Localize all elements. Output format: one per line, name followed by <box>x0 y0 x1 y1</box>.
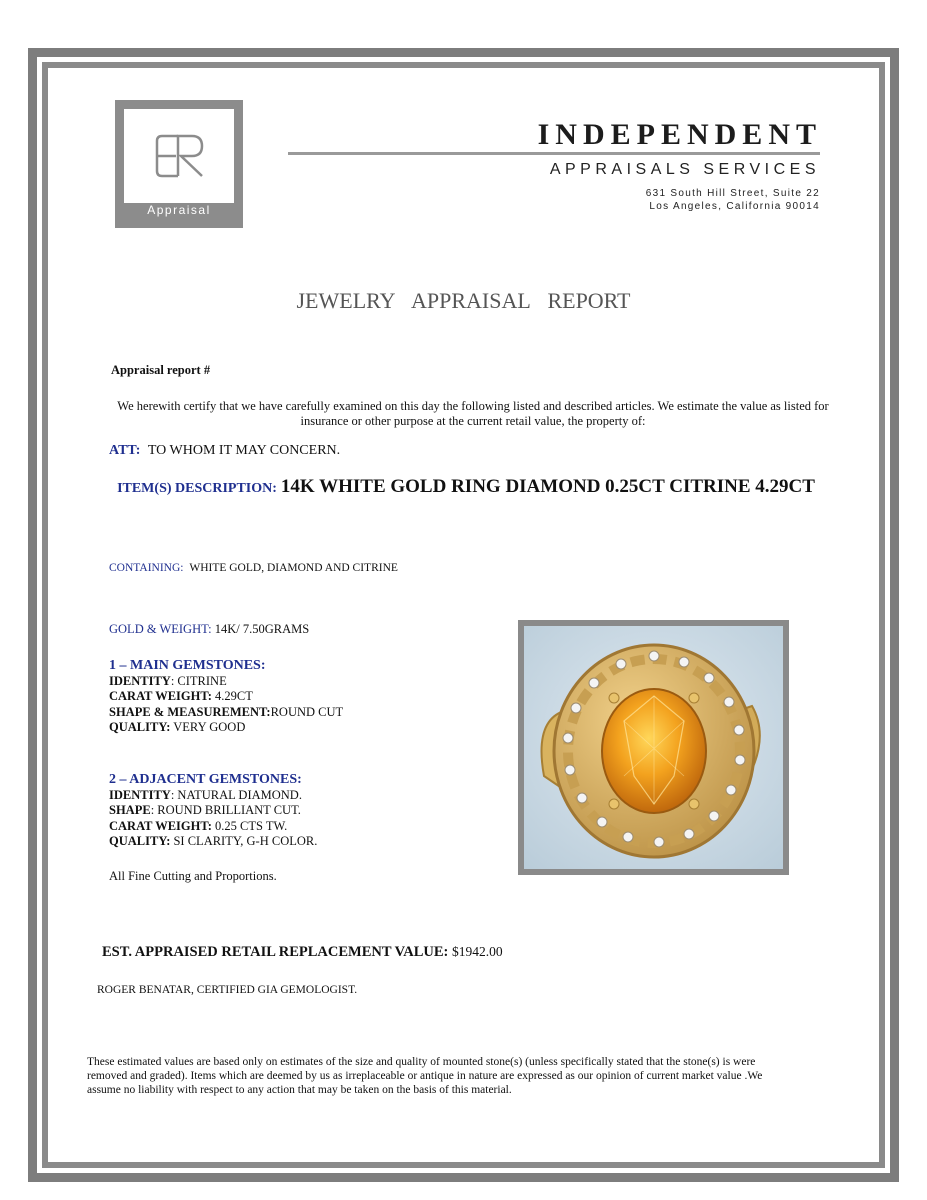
main-identity-value: : CITRINE <box>170 673 227 688</box>
gold-weight-line <box>109 622 309 637</box>
main-quality-row <box>109 720 343 736</box>
att-line <box>109 443 340 459</box>
report-title: JEWELRY APPRAISAL REPORT <box>296 288 631 313</box>
address-line-1: 631 South Hill Street, Suite 22 <box>645 188 820 199</box>
adjacent-quality-row <box>109 834 317 850</box>
valuation-value: $1942.00 <box>451 944 503 959</box>
main-identity-row <box>109 674 343 690</box>
logo-panel <box>124 109 234 203</box>
adjacent-carat-row <box>109 819 317 835</box>
containing-label: CONTAINING: <box>109 562 184 574</box>
main-identity-label: IDENTITY <box>109 673 171 688</box>
adjacent-carat-label: CARAT WEIGHT: <box>109 818 212 833</box>
valuation-label: EST. APPRAISED RETAIL REPLACEMENT VALUE: <box>102 944 449 960</box>
logo-caption: Appraisal <box>147 203 211 217</box>
containing-line <box>109 562 398 574</box>
adjacent-identity-label: IDENTITY <box>109 787 171 802</box>
header-divider <box>288 152 820 155</box>
valuation-line <box>102 944 503 961</box>
er-appraisal-logo <box>115 100 243 228</box>
adjacent-carat-value: 0.25 CTS TW. <box>211 818 288 833</box>
ring-photo-icon <box>524 626 783 869</box>
company-address <box>646 187 820 213</box>
report-number-label: Appraisal report # <box>111 363 211 377</box>
adjacent-identity-row <box>109 788 317 804</box>
adjacent-gemstones-section <box>109 772 317 850</box>
adjacent-gemstones-heading: 2 – ADJACENT GEMSTONES: <box>109 772 302 787</box>
certification-text: We herewith certify that we have carefully examined on this day the following listed and described articles. We estimate the value as listed for insurance or other purpose at the current retail value, the property of: <box>117 399 829 428</box>
adjacent-shape-label: SHAPE <box>109 803 151 817</box>
main-gemstones-section <box>109 658 343 736</box>
att-label: ATT: <box>109 443 141 458</box>
fine-cutting-note: All Fine Cutting and Proportions. <box>109 869 277 883</box>
company-subtitle: APPRAISALS SERVICES <box>549 161 820 178</box>
adjacent-shape-row <box>109 803 317 819</box>
item-description-label: ITEM(S) DESCRIPTION: <box>117 481 277 496</box>
er-monogram-icon <box>154 133 206 179</box>
adjacent-quality-label: QUALITY: <box>109 834 171 848</box>
ring-photo-frame <box>518 620 789 875</box>
address-line-2: Los Angeles, California 90014 <box>649 201 820 212</box>
main-shape-label: SHAPE & MEASUREMENT: <box>109 704 271 719</box>
gemologist-signature: ROGER BENATAR, CERTIFIED GIA GEMOLOGIST. <box>97 984 358 996</box>
disclaimer-text: These estimated values are based only on estimates of the size and quality of mounted stone(s) (unless specifically stated that the stone(s) is were removed and graded). Items which are deemed by us as irreplaceable or antique in nature are expressed as our opinion of current market value .We assume no liability with respect to any action that may be taken on the basis of this material. <box>87 1056 763 1096</box>
gold-weight-value: 14K/ 7.50GRAMS <box>214 622 310 636</box>
main-quality-label: QUALITY: <box>109 720 171 734</box>
adjacent-shape-value: : ROUND BRILLIANT CUT. <box>150 803 301 817</box>
adjacent-identity-value: : NATURAL DIAMOND. <box>170 787 302 802</box>
main-gemstones-heading: 1 – MAIN GEMSTONES: <box>109 658 266 673</box>
item-description <box>110 475 822 501</box>
main-shape-row <box>109 705 343 721</box>
containing-value: WHITE GOLD, DIAMOND AND CITRINE <box>189 562 398 574</box>
att-value: TO WHOM IT MAY CONCERN. <box>147 443 341 458</box>
main-carat-value: 4.29CT <box>211 689 253 703</box>
item-description-value: 14K WHITE GOLD RING DIAMOND 0.25CT CITRINE 4.29CT <box>280 476 815 497</box>
main-shape-value: ROUND CUT <box>270 704 344 719</box>
adjacent-quality-value: SI CLARITY, G-H COLOR. <box>170 834 318 848</box>
gold-weight-label: GOLD & WEIGHT: <box>109 622 212 636</box>
main-quality-value: VERY GOOD <box>170 720 246 734</box>
citrine-ring-photo <box>524 626 783 869</box>
company-name: INDEPENDENT <box>537 118 822 151</box>
main-carat-label: CARAT WEIGHT: <box>109 689 212 703</box>
main-carat-row <box>109 689 343 705</box>
